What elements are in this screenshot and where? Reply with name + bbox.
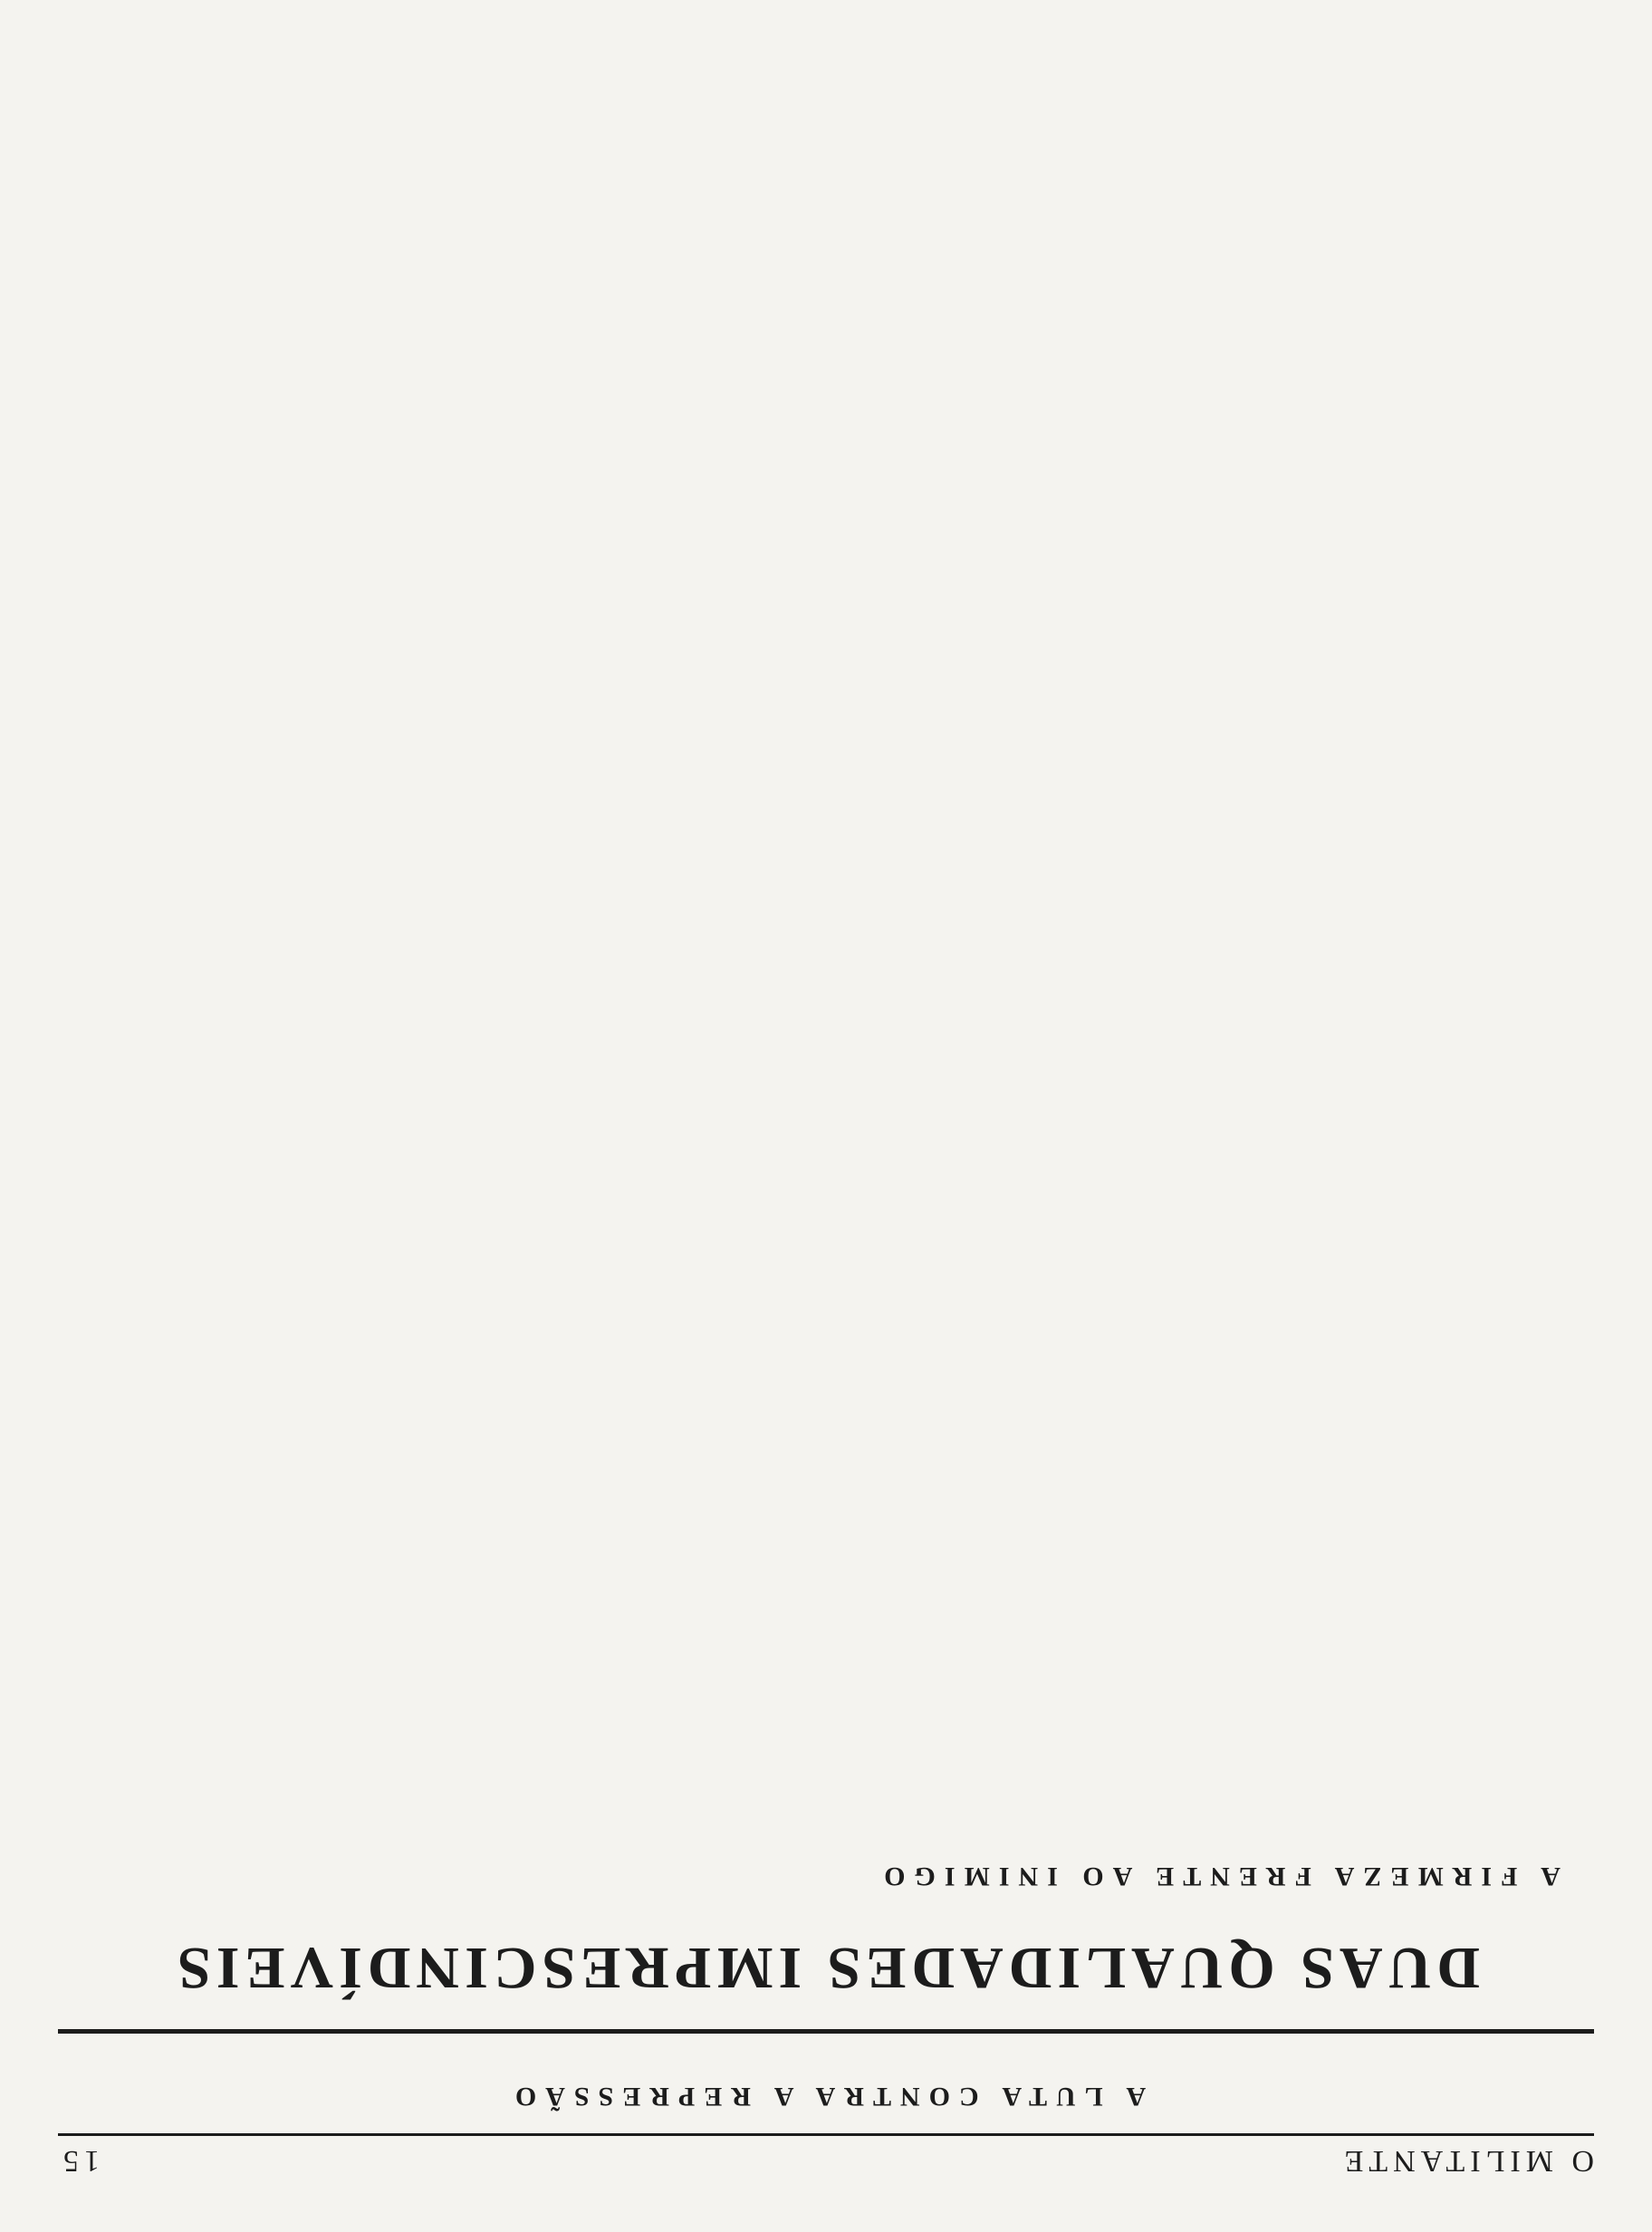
page-number: 15 (58, 2144, 100, 2178)
article-2-body (58, 1844, 1594, 1913)
article-1-body (58, 2059, 1594, 2064)
article-2-headline: DUAS QUALIDADES IMPRESCINDÍVEIS (172, 1935, 1480, 2001)
article-2-col-left (841, 1844, 1594, 1913)
article-1-col-right (58, 2059, 811, 2064)
article-1-headline: A LUTA CONTRA A REPRESSÃO (505, 2082, 1147, 2112)
article-2-subheadline: A FIRMEZA FRENTE AO INIMIGO (875, 1862, 1561, 1891)
section-divider (58, 2029, 1594, 2034)
article-1-col-left (841, 2059, 1594, 2064)
publication-name: O MILITANTE (1339, 2144, 1594, 2178)
article-2-col-right (58, 1844, 811, 1913)
masthead (58, 2133, 1594, 2178)
